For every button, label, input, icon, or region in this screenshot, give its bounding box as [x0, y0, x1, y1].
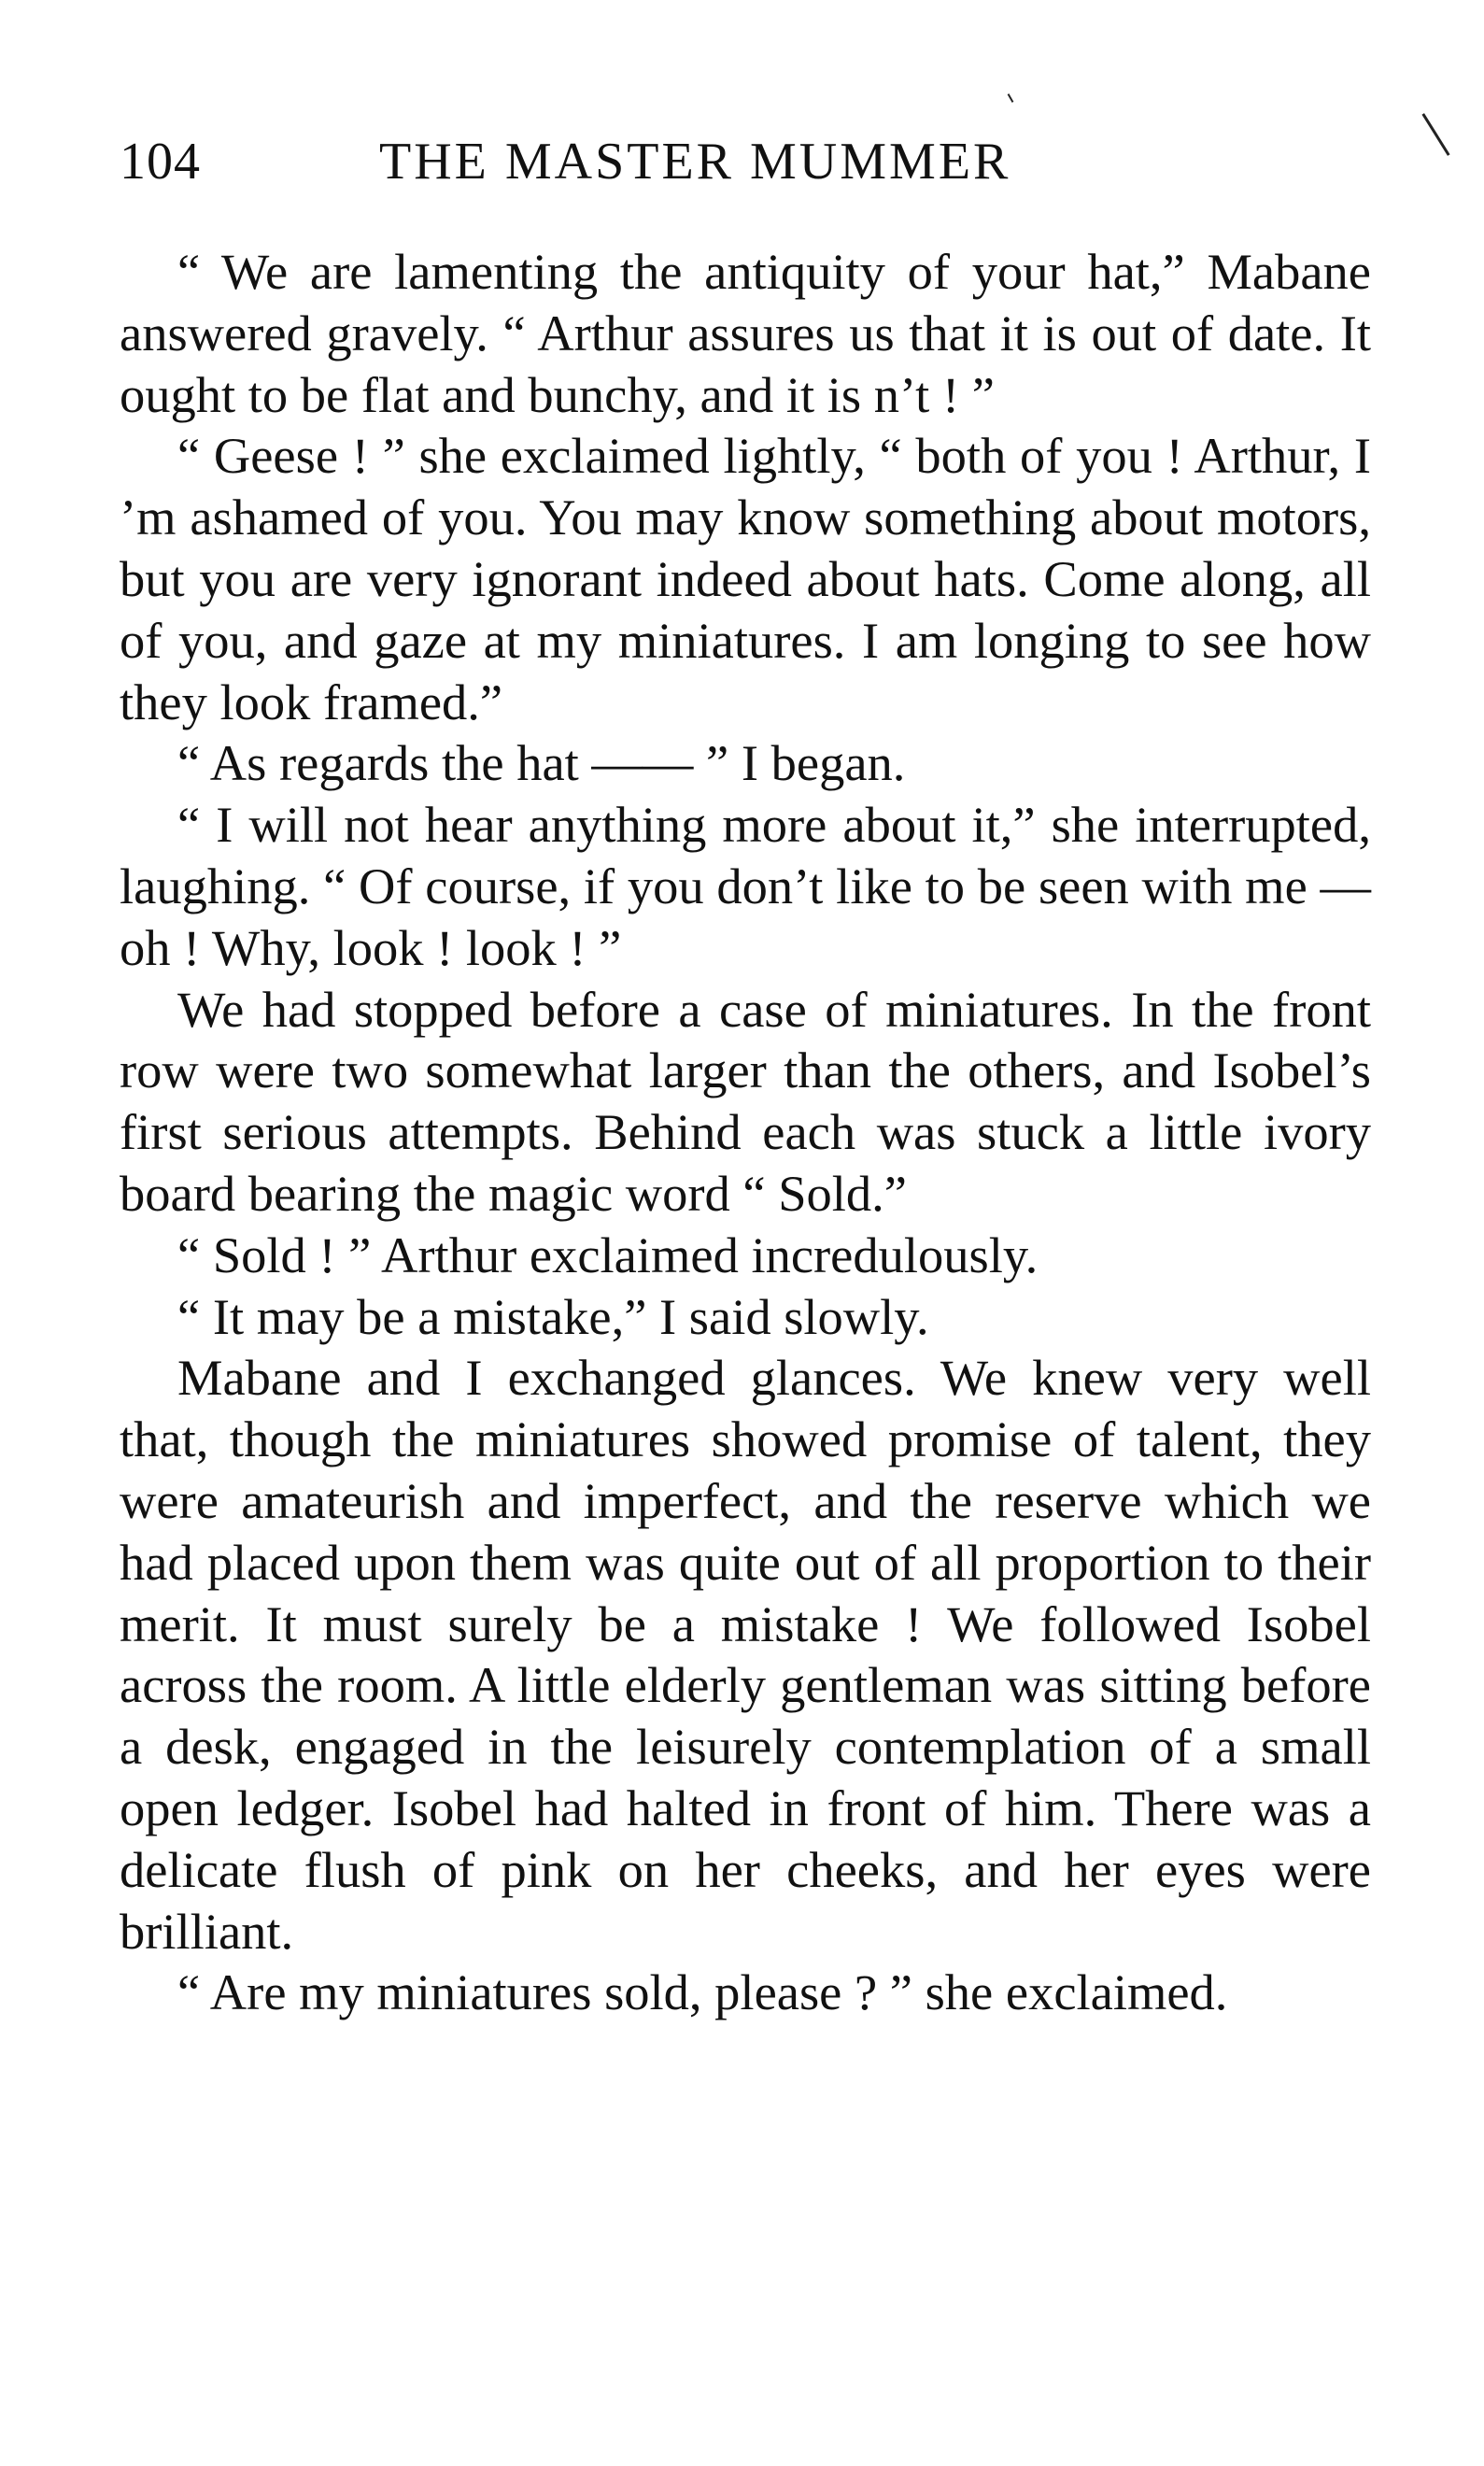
paragraph: “ Sold ! ” Arthur exclaimed incredulously.	[177, 1226, 1039, 1283]
paragraph: “ I will not hear anything more about it,” she interrupted, laughing. “ Of course, if you don’t like to be seen with me — oh ! Why, look ! look ! ”	[120, 796, 1371, 976]
scan-mark	[1421, 113, 1449, 156]
paragraph: We had stopped before a case of miniatures. In the front row were two somewhat larger than the others, and Isobel’s first serious attempts. Behind each was stuck a little ivory board bearing the magic word “ Sold.”	[120, 980, 1371, 1222]
body-text	[120, 241, 1371, 2023]
running-title: THE MASTER MUMMER	[379, 133, 1011, 191]
page-number: 104	[120, 133, 201, 191]
paragraph: “ As regards the hat —— ” I began.	[177, 734, 906, 792]
paragraph: “ We are lamenting the antiquity of your hat,” Mabane answered gravely. “ Arthur assures us that it is out of date. It ought to be flat and bunchy, and it is n’t ! ”	[120, 243, 1371, 423]
scan-mark	[1008, 93, 1014, 103]
paragraph: “ It may be a mistake,” I said slowly.	[177, 1287, 929, 1345]
paragraph: “ Geese ! ” she exclaimed lightly, “ both of you ! Arthur, I ’m ashamed of you. You may know something about motors, but you are very ignorant indeed about hats. Come along, all of you, and gaze at my miniatures. I am longing to see how they look framed.”	[120, 427, 1371, 730]
paragraph: “ Are my miniatures sold, please ? ” she exclaimed.	[177, 1963, 1228, 2021]
paragraph: Mabane and I exchanged glances. We knew very well that, though the miniatures showed promise of talent, they were amateurish and imperfect, and the reserve which we had placed upon them was quite out of all proportion to their merit. It must surely be a mistake ! We followed Isobel across the room. A little elderly gentleman was sitting before a desk, engaged in the leisurely contemplation of a small open ledger. Isobel had halted in front of him. There was a delicate flush of pink on her cheeks, and her eyes were brilliant.	[120, 1349, 1371, 1960]
page-header	[120, 129, 1371, 194]
